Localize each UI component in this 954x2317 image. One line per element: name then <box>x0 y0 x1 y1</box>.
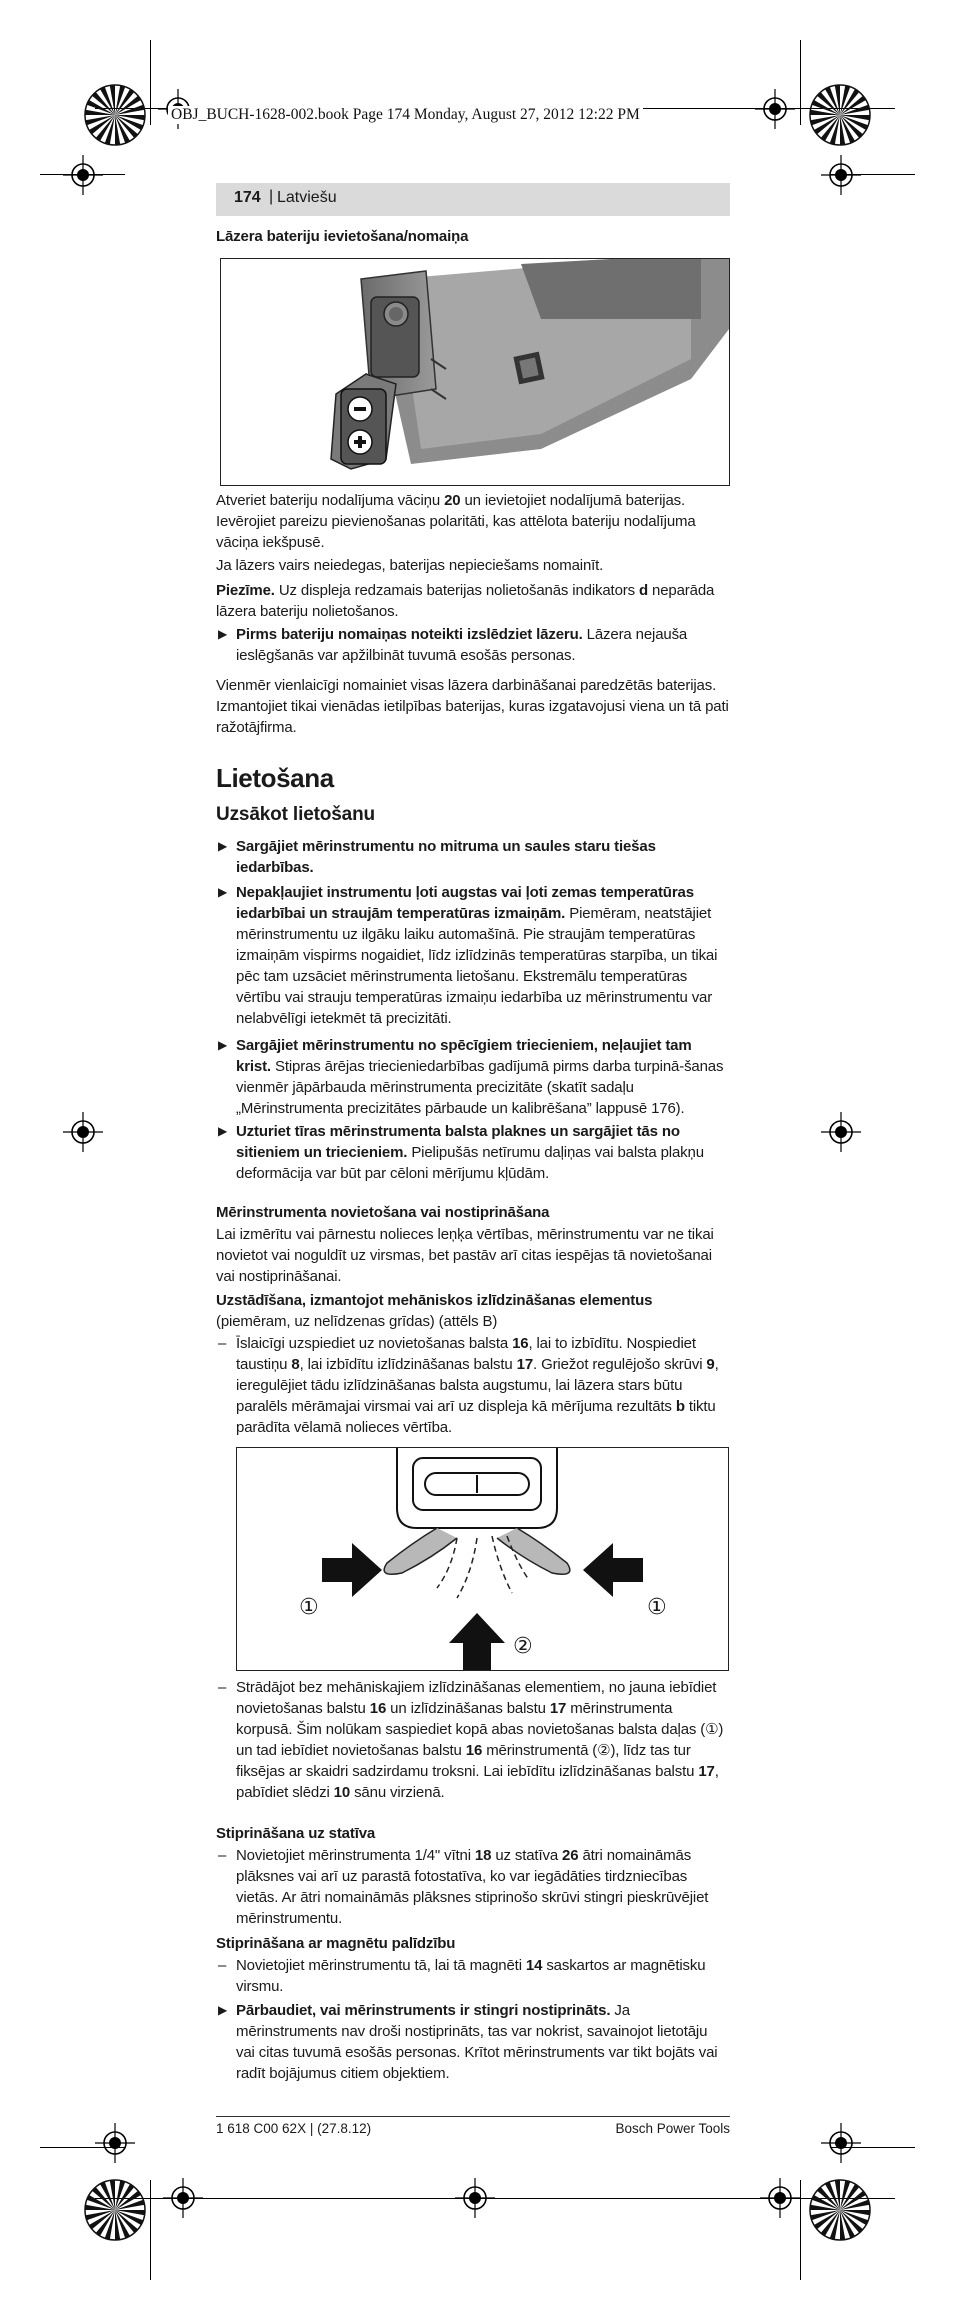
bullet-triangle-icon: ▶ <box>218 885 228 899</box>
paragraph: Atveriet bateriju nodalījuma vāciņu 20 un ievietojiet nodalījumā baterijas. Ievērojiet pareizu pievienošanas polaritāti, kas attēlota bateriju nodalījuma vāciņa iekšpusē. <box>216 492 696 551</box>
warning-bullet: ▶ Uzturiet tīras mērinstrumenta balsta plaknes un sargājiet tās no sitieniem un triecieniem. Pielipušās netīrumu daļiņas vai balsta plakņu deformācija var būt par cēloni mērījumu kļūdām. <box>218 1123 704 1182</box>
page-language: Latviešu <box>277 189 337 206</box>
dash-marker: – <box>218 1847 227 1864</box>
section-heading: Lāzera bateriju ievietošana/nomaiņa <box>216 228 469 245</box>
registration-mark-icon <box>455 2178 495 2218</box>
dash-marker: – <box>218 1957 227 1974</box>
print-header: OBJ_BUCH-1628-002.book Page 174 Monday, August 27, 2012 12:22 PM <box>168 106 643 124</box>
footer-brand: Bosch Power Tools <box>615 2121 730 2136</box>
bullet-triangle-icon: ▶ <box>218 1038 228 1052</box>
starburst-target-icon <box>83 2178 147 2242</box>
registration-mark-icon <box>821 1112 861 1152</box>
registration-mark-icon <box>95 2123 135 2163</box>
page-number: 174 <box>234 189 261 206</box>
starburst-target-icon <box>83 83 147 147</box>
starburst-target-icon <box>808 83 872 147</box>
section-heading: Stiprināšana uz statīva <box>216 1825 376 1842</box>
starburst-target-icon <box>808 2178 872 2242</box>
registration-mark-icon <box>821 155 861 195</box>
footer-rule <box>216 2116 730 2117</box>
dash-item: – Novietojiet mērinstrumenta 1/4" vītni 18 uz statīva 26 ātri nomaināmās plāksnes vai arī uz parastā fotostatīva, ko var iegādāties tirdzniecības vietās. Ar ātri nomaināmās plāksnes stiprinošo skrūvi stingri pieskrūvējiet mērinstrumentu. <box>218 1847 709 1927</box>
dash-marker: – <box>218 1679 227 1696</box>
section-heading: Uzstādīšana, izmantojot mehāniskos izlīdzināšanas elementus (piemēram, uz nelīdzenas grīdas) (attēls B) <box>216 1292 653 1330</box>
registration-mark-icon <box>163 2178 203 2218</box>
leveling-feet-illustration <box>237 1448 728 1670</box>
crop-line <box>800 40 801 125</box>
page-header-bar <box>216 183 730 216</box>
crop-line <box>150 40 151 125</box>
bullet-triangle-icon: ▶ <box>218 627 228 641</box>
crop-line <box>150 2180 151 2280</box>
registration-mark-icon <box>63 1112 103 1152</box>
warning-bullet: ▶ Pārbaudiet, vai mērinstruments ir stingri nostiprināts. Ja mērinstruments nav droši nostiprināts, tas var nokrist, savainojot lietotāju vai citas tuvumā esošās personas. Krītot mērinstruments var tikt bojāts vai radīt bojājumus citiem objektiem. <box>218 2002 718 2082</box>
figure-callout-2: ② <box>513 1633 533 1658</box>
dash-item: – Novietojiet mērinstrumentu tā, lai tā magnēti 14 saskartos ar magnētisku virsmu. <box>218 1957 706 1995</box>
registration-mark-icon <box>760 2178 800 2218</box>
figure-callout-1: ① <box>647 1594 667 1619</box>
leveling-figure <box>236 1447 729 1671</box>
dash-marker: – <box>218 1335 227 1352</box>
bullet-triangle-icon: ▶ <box>218 2003 228 2017</box>
crop-line <box>800 2180 801 2280</box>
battery-figure <box>220 258 730 486</box>
paragraph: Vienmēr vienlaicīgi nomainiet visas lāzera darbināšanai paredzētās baterijas. Izmantojiet tikai vienādas ietilpības baterijas, kuras izgatavojusi viena un tā pati ražotājfirma. <box>216 677 729 736</box>
warning-bullet: ▶ Sargājiet mērinstrumentu no mitruma un saules staru tiešas iedarbības. <box>218 838 656 876</box>
page-separator: | <box>269 188 274 205</box>
figure-callout-1: ① <box>299 1594 319 1619</box>
warning-bullet: ▶ Pirms bateriju nomaiņas noteikti izslēdziet lāzeru. Lāzera nejauša ieslēgšanās var apžilbināt tuvumā esošās personas. <box>218 626 688 664</box>
section-heading: Mērinstrumenta novietošana vai nostiprināšana <box>216 1204 550 1221</box>
battery-compartment-illustration <box>221 259 729 485</box>
dash-item: – Īslaicīgi uzspiediet uz novietošanas balsta 16, lai to izbīdītu. Nospiediet taustiņu 8, lai izbīdītu izlīdzināšanas balstu 17. Griežot regulējošo skrūvi 9, ieregulējiet tādu izlīdzināšanas balsta augstumu, lai lāzera stars būtu paralēls mērāmajai virsmai vai arī uz displeja kā mērījuma rezultāts b tiktu parādīta vēlamā nolieces vērtība. <box>218 1335 719 1436</box>
section-title: Lietošana <box>216 763 334 793</box>
bullet-triangle-icon: ▶ <box>218 839 228 853</box>
footer-doc-code: 1 618 C00 62X | (27.8.12) <box>216 2121 372 2136</box>
section-subtitle: Uzsākot lietošanu <box>216 804 375 825</box>
warning-bullet: ▶ Nepakļaujiet instrumentu ļoti augstas vai ļoti zemas temperatūras iedarbībai un straujām temperatūras izmaiņām. Piemēram, neatstājiet mērinstrumentu uz ilgāku laiku automašīnā. Pie straujām temperatūras izmaiņām vispirms nogaidiet, līdz izlīdzinās temperatūras starpība, un tikai pēc tam uzsāciet mērinstrumenta lietošanu. Ekstremālu temperatūras vērtību vai strauju temperatūras izmaiņu iedarbība uz mērinstrumentu var nelabvēlīgi ietekmēt tā precizitāti. <box>218 884 718 1027</box>
warning-bullet: ▶ Sargājiet mērinstrumentu no spēcīgiem triecieniem, neļaujiet tam krist. Stipras ārējas triecieniedarbības gadījumā pirms darba turpinā-šanas vienmēr jāpārbauda mērinstrumenta precizitāte (skatīt sadaļu „Mērinstrumenta precizitātes pārbaude un kalibrēšana” lappusē 176). <box>218 1037 724 1117</box>
registration-mark-icon <box>821 2123 861 2163</box>
registration-mark-icon <box>755 89 795 129</box>
registration-mark-icon <box>63 155 103 195</box>
paragraph: Ja lāzers vairs neiedegas, baterijas nepieciešams nomainīt. <box>216 557 604 574</box>
dash-item: – Strādājot bez mehāniskajiem izlīdzināšanas elementiem, no jauna iebīdiet novietošanas balstu 16 un izlīdzināšanas balstu 17 mērinstrumenta korpusā. Šim nolūkam saspiediet kopā abas novietošanas balsta daļas (①) un tad iebīdiet novietošanas balstu 16 mērinstrumentā (②), līdz tas tur fiksējas ar skaidri sadzirdamu troksni. Lai iebīdītu izlīdzināšanas balstu 17, pabīdiet slēdzi 10 sānu virzienā. <box>218 1679 724 1801</box>
paragraph: Piezīme. Uz displeja redzamais baterijas nolietošanās indikators d neparāda lāzera bateriju nolietošanos. <box>216 582 715 620</box>
paragraph: Lai izmērītu vai pārnestu nolieces leņķa vērtības, mērinstrumentu var ne tikai novietot vai noguldīt uz virsmas, bet pastāv arī citas iespējas tā novietošanai vai nostiprināšanai. <box>216 1226 714 1285</box>
bullet-triangle-icon: ▶ <box>218 1124 228 1138</box>
section-heading: Stiprināšana ar magnētu palīdzību <box>216 1935 456 1952</box>
